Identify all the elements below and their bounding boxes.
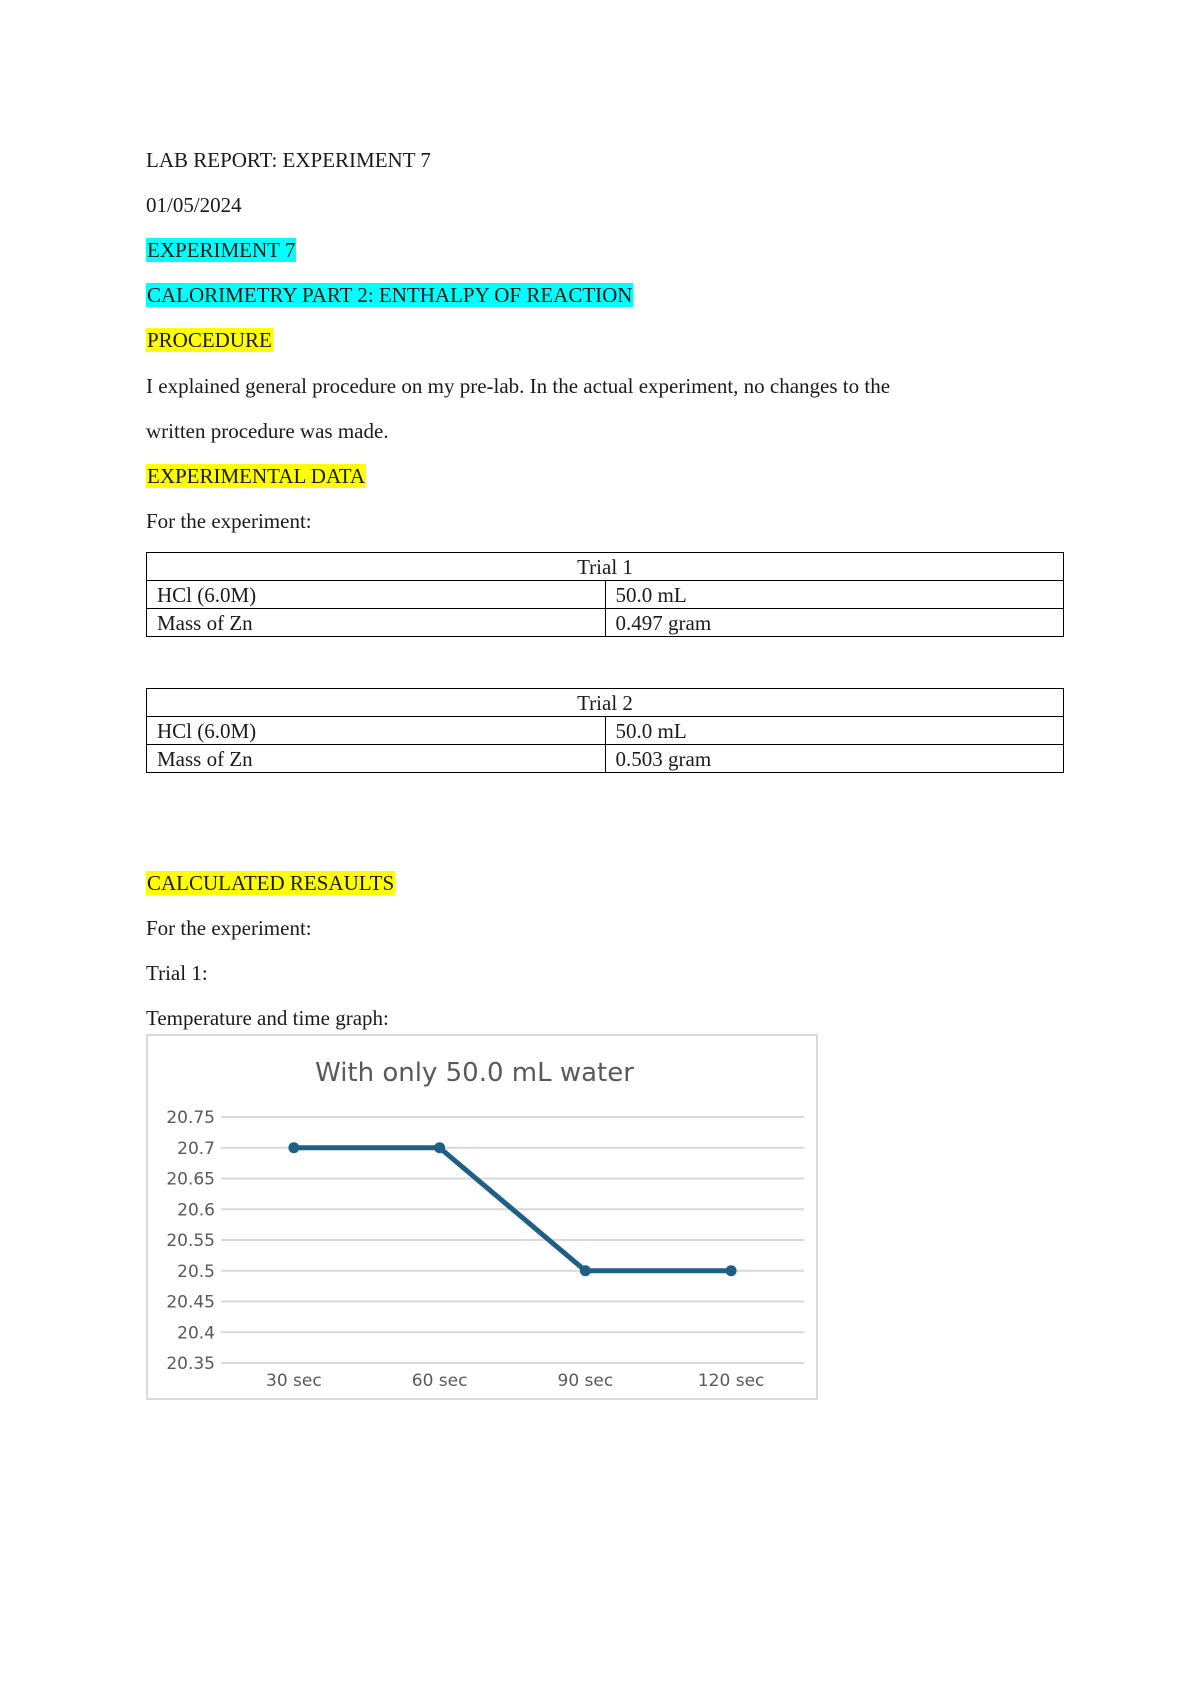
- report-date: 01/05/2024: [146, 193, 242, 217]
- data-heading: [146, 462, 366, 490]
- table-cell: 0.503 gram: [605, 745, 1064, 773]
- procedure-heading: [146, 326, 273, 354]
- data-point: [288, 1142, 299, 1153]
- table-header-row: [147, 689, 1064, 717]
- results-intro: For the experiment:: [146, 916, 312, 940]
- table-cell: 0.497 gram: [605, 609, 1064, 637]
- procedure-text-line-1: I explained general procedure on my pre-lab. In the actual experiment, no changes to the: [146, 374, 891, 398]
- trial-label: Trial 1:: [146, 961, 208, 985]
- trial-1-table: [146, 552, 1064, 637]
- data-point: [580, 1265, 591, 1276]
- table-cell: 50.0 mL: [605, 581, 1064, 609]
- y-tick-label: 20.5: [177, 1261, 215, 1282]
- procedure-heading-text: PROCEDURE: [147, 328, 272, 352]
- data-intro: For the experiment:: [146, 509, 312, 533]
- table-row: [147, 717, 1064, 745]
- table-cell: 50.0 mL: [605, 717, 1064, 745]
- x-tick-label: 90 sec: [557, 1371, 614, 1391]
- table-cell: HCl (6.0M): [147, 717, 606, 745]
- grid-layer: [221, 1117, 804, 1363]
- axis-layer: [166, 1108, 764, 1391]
- y-tick-label: 20.7: [177, 1138, 215, 1159]
- y-tick-label: 20.75: [166, 1108, 215, 1128]
- experiment-subtitle: [146, 281, 633, 309]
- trial-2-table: [146, 688, 1064, 773]
- experiment-title: [146, 236, 296, 264]
- data-point: [726, 1265, 737, 1276]
- y-tick-label: 20.4: [177, 1323, 215, 1344]
- procedure-text-line-2: written procedure was made.: [146, 419, 389, 443]
- report-header: LAB REPORT: EXPERIMENT 7: [146, 148, 431, 172]
- x-tick-label: 120 sec: [697, 1371, 765, 1391]
- table-header-row: [147, 553, 1064, 581]
- y-tick-label: 20.35: [166, 1354, 215, 1374]
- y-tick-label: 20.55: [166, 1231, 215, 1251]
- data-heading-text: EXPERIMENTAL DATA: [147, 464, 366, 488]
- chart-canvas: [148, 1036, 816, 1398]
- table-cell: Mass of Zn: [147, 609, 606, 637]
- experiment-title-text: EXPERIMENT 7: [147, 238, 296, 262]
- table-cell: Mass of Zn: [147, 745, 606, 773]
- results-heading-text: CALCULATED RESAULTS: [147, 871, 395, 895]
- table-title: Trial 1: [147, 553, 1064, 581]
- table-title: Trial 2: [147, 689, 1064, 717]
- temperature-time-chart: [146, 1034, 818, 1400]
- data-point: [434, 1142, 445, 1153]
- y-tick-label: 20.65: [166, 1169, 215, 1190]
- chart-title: With only 50.0 mL water: [315, 1058, 634, 1088]
- y-tick-label: 20.45: [166, 1292, 215, 1313]
- x-tick-label: 60 sec: [411, 1371, 468, 1391]
- table-cell: HCl (6.0M): [147, 581, 606, 609]
- results-heading: [146, 869, 395, 897]
- table-row: [147, 609, 1064, 637]
- y-tick-label: 20.6: [177, 1200, 215, 1221]
- table-row: [147, 745, 1064, 773]
- experiment-subtitle-text: CALORIMETRY PART 2: ENTHALPY OF REACTION: [147, 283, 633, 307]
- table-row: [147, 581, 1064, 609]
- x-tick-label: 30 sec: [266, 1371, 322, 1391]
- graph-caption: Temperature and time graph:: [146, 1006, 389, 1030]
